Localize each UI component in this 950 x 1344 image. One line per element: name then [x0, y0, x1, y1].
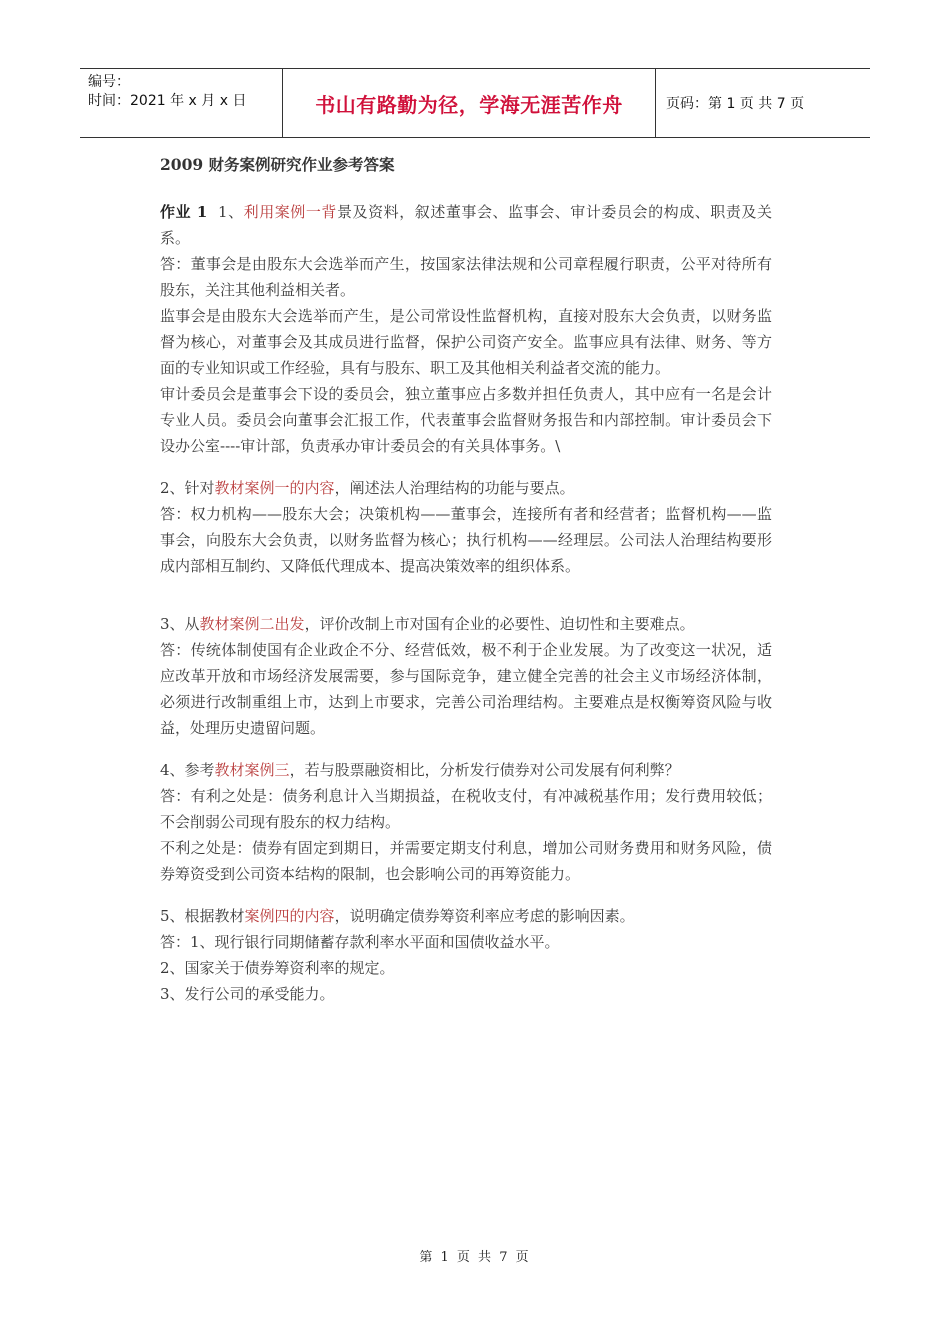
answer-paragraph: 审计委员会是董事会下设的委员会，独立董事应占多数并担任负责人，其中应有一名是会计专业人员。委员会向董事会汇报工作，代表董事会监督财务报告和内部控制。审计委员会下设办公室----审计部，负责承办审计委员会的有关具体事务。\ [160, 385, 772, 455]
page-indicator: 页码：第 1 页 共 7 页 [666, 96, 805, 112]
question-highlight: 教材案例二出发 [199, 615, 305, 633]
question-2: 2、针对教材案例一的内容，阐述法人治理结构的功能与要点。 [160, 479, 575, 497]
question-5: 5、根据教材案例四的内容，说明确定债券筹资利率应考虑的影响因素。 [160, 907, 635, 925]
document-title: 2009 财务案例研究作业参考答案 [160, 155, 395, 174]
answer-paragraph: 2、国家关于债券筹资利率的规定。 [160, 959, 395, 977]
answer-paragraph: 答：传统体制使国有企业政企不分、经营低效，极不利于企业发展。为了改变这一状况，适应改革开放和市场经济发展需要，参与国际竞争，建立健全完善的社会主义市场经济体制，必须进行改制重组上市，达到上市要求，完善公司治理结构。主要难点是权衡筹资风险与收益，处理历史遗留问题。 [160, 641, 772, 737]
answer-paragraph: 答：1、现行银行同期储蓄存款利率水平面和国债收益水平。 [160, 933, 560, 951]
question-highlight: 教材案例一的内容 [214, 479, 335, 497]
motto: 书山有路勤为径，学海无涯苦作舟 [283, 69, 656, 137]
question-3: 3、从教材案例二出发，评价改制上市对国有企业的必要性、迫切性和主要难点。 [160, 615, 695, 633]
page-footer: 第 1 页 共 7 页 [419, 1250, 531, 1265]
question-highlight: 案例四的内容 [244, 907, 335, 925]
question-highlight: 利用案例一背 [243, 203, 337, 221]
answer-paragraph: 3、发行公司的承受能力。 [160, 985, 335, 1003]
answer-paragraph: 答：董事会是由股东大会选举而产生，按国家法律法规和公司章程履行职责，公平对待所有股东，关注其他利益相关者。 [160, 255, 772, 299]
header-table [80, 68, 870, 138]
document-body [160, 150, 772, 1007]
answer-paragraph: 监事会是由股东大会选举而产生，是公司常设性监督机构，直接对股东大会负责，以财务监督为核心，对董事会及其成员进行监督，保护公司资产安全。监事应具有法律、财务、等方面的专业知识或工作经验，具有与股东、职工及其他相关利益者交流的能力。 [160, 307, 772, 377]
question-highlight: 教材案例三 [214, 761, 290, 779]
question-1: 作业 1 1、利用案例一背景及资料，叙述董事会、监事会、审计委员会的构成、职责及关系。 [160, 203, 772, 247]
answer-paragraph: 不利之处是：债券有固定到期日，并需要定期支付利息，增加公司财务费用和财务风险，债券筹资受到公司资本结构的限制，也会影响公司的再筹资能力。 [160, 839, 772, 883]
question-4: 4、参考教材案例三，若与股票融资相比，分析发行债券对公司发展有何利弊？ [160, 761, 680, 779]
assignment-tag: 作业 1 [160, 203, 208, 221]
answer-paragraph: 答：有利之处是：债务利息计入当期损益，在税收支付，有冲减税基作用；发行费用较低；不会削弱公司现有股东的权力结构。 [160, 787, 772, 831]
number-label: 编号： [88, 74, 130, 90]
date-label: 时间：2021 年 x 月 x 日 [88, 93, 247, 109]
header-meta [80, 69, 283, 137]
answer-paragraph: 答：权力机构——股东大会；决策机构——董事会，连接所有者和经营者；监督机构——监事会，向股东大会负责，以财务监督为核心；执行机构——经理层。公司法人治理结构要形成内部相互制约、又降低代理成本、提高决策效率的组织体系。 [160, 505, 772, 575]
